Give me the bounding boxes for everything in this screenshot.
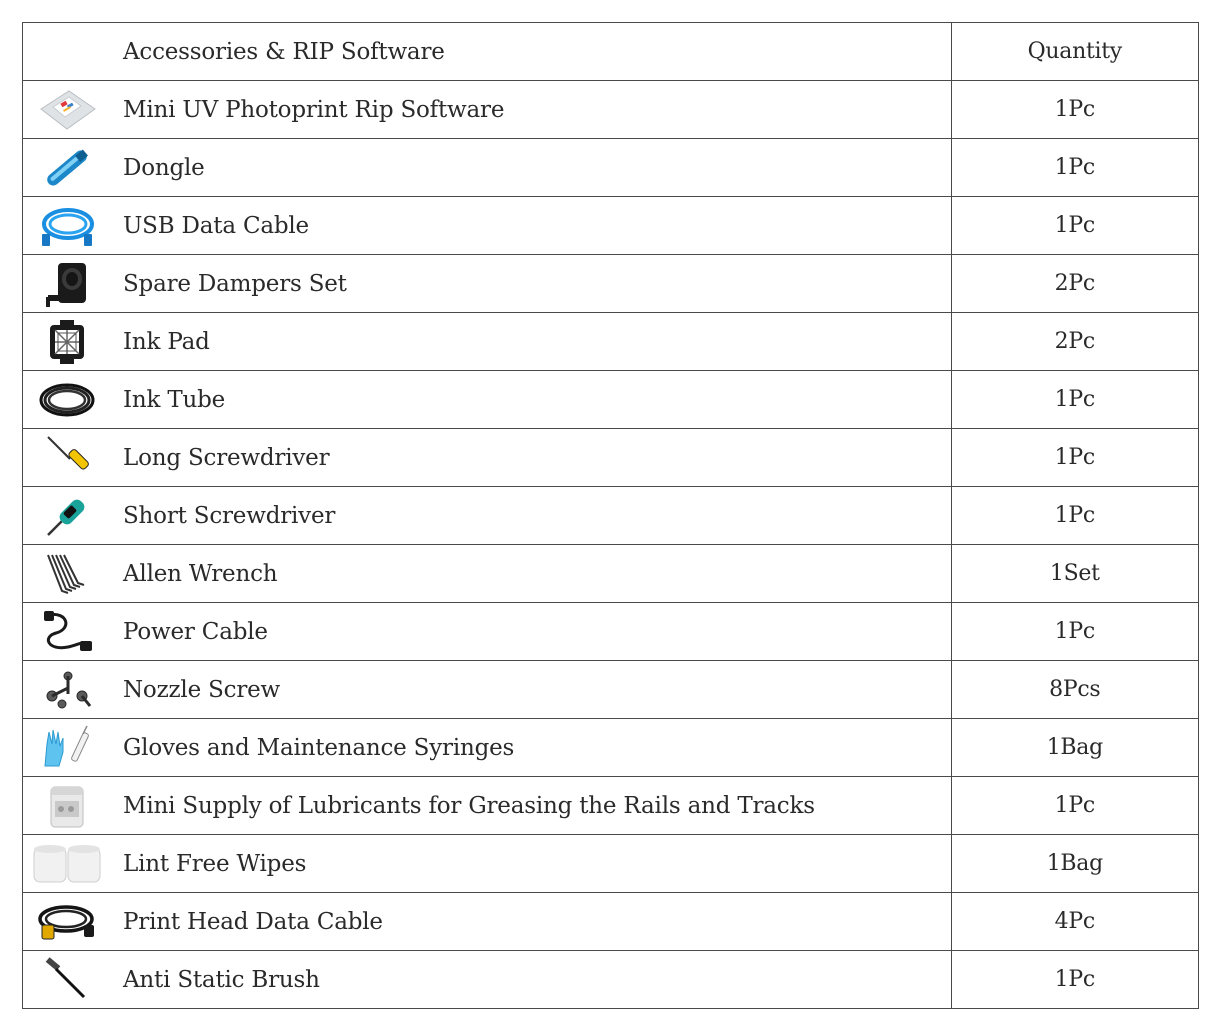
software-package-icon xyxy=(23,81,111,138)
table-row xyxy=(23,951,1199,1009)
item-cell xyxy=(23,487,952,545)
ink-pad-icon xyxy=(23,313,111,370)
item-qty: 8Pcs xyxy=(951,661,1198,719)
table-row xyxy=(23,197,1199,255)
usb-cable-icon xyxy=(23,197,111,254)
table-row xyxy=(23,777,1199,835)
item-cell xyxy=(23,255,952,313)
item-qty: 4Pc xyxy=(951,893,1198,951)
item-name: Lint Free Wipes xyxy=(123,850,307,877)
item-qty: 2Pc xyxy=(951,255,1198,313)
wipes-roll-icon xyxy=(23,835,111,892)
item-qty: 1Bag xyxy=(951,719,1198,777)
table-row xyxy=(23,429,1199,487)
item-qty: 1Pc xyxy=(951,197,1198,255)
item-cell xyxy=(23,835,952,893)
item-name: Ink Tube xyxy=(123,386,226,413)
header-item-label: Accessories & RIP Software xyxy=(123,38,445,65)
item-cell xyxy=(23,719,952,777)
table-row xyxy=(23,661,1199,719)
item-qty: 1Pc xyxy=(951,777,1198,835)
long-screwdriver-icon xyxy=(23,429,111,486)
header-item-cell xyxy=(23,23,952,81)
item-qty: 1Set xyxy=(951,545,1198,603)
item-qty: 1Pc xyxy=(951,81,1198,139)
item-name: Mini UV Photoprint Rip Software xyxy=(123,96,505,123)
item-name: Dongle xyxy=(123,154,205,181)
table-row xyxy=(23,139,1199,197)
table-row xyxy=(23,81,1199,139)
accessories-table xyxy=(22,22,1199,1009)
table-row xyxy=(23,371,1199,429)
item-cell xyxy=(23,139,952,197)
item-cell xyxy=(23,371,952,429)
item-name: Nozzle Screw xyxy=(123,676,281,703)
item-qty: 1Pc xyxy=(951,371,1198,429)
allen-wrench-icon xyxy=(23,545,111,602)
table-row xyxy=(23,313,1199,371)
item-cell xyxy=(23,951,952,1009)
lubricant-jar-icon xyxy=(23,777,111,834)
item-qty: 1Pc xyxy=(951,603,1198,661)
power-cable-icon xyxy=(23,603,111,660)
damper-icon xyxy=(23,255,111,312)
table-row xyxy=(23,603,1199,661)
item-qty: 2Pc xyxy=(951,313,1198,371)
item-cell xyxy=(23,893,952,951)
item-qty: 1Pc xyxy=(951,429,1198,487)
item-qty: 1Pc xyxy=(951,487,1198,545)
item-name: Long Screwdriver xyxy=(123,444,330,471)
table-row xyxy=(23,255,1199,313)
item-name: Gloves and Maintenance Syringes xyxy=(123,734,515,761)
data-cable-icon xyxy=(23,893,111,950)
table-row xyxy=(23,893,1199,951)
table-row xyxy=(23,719,1199,777)
item-cell xyxy=(23,429,952,487)
item-cell xyxy=(23,313,952,371)
table-header-row xyxy=(23,23,1199,81)
item-name: Mini Supply of Lubricants for Greasing the Rails and Tracks xyxy=(123,792,815,819)
item-cell xyxy=(23,661,952,719)
item-cell xyxy=(23,545,952,603)
item-cell xyxy=(23,603,952,661)
ink-tube-icon xyxy=(23,371,111,428)
table-row xyxy=(23,835,1199,893)
table-row xyxy=(23,545,1199,603)
short-screwdriver-icon xyxy=(23,487,111,544)
item-name: USB Data Cable xyxy=(123,212,309,239)
gloves-syringe-icon xyxy=(23,719,111,776)
table-row xyxy=(23,487,1199,545)
item-qty: 1Bag xyxy=(951,835,1198,893)
item-name: Short Screwdriver xyxy=(123,502,336,529)
item-name: Spare Dampers Set xyxy=(123,270,347,297)
header-qty-cell: Quantity xyxy=(951,23,1198,81)
item-name: Print Head Data Cable xyxy=(123,908,383,935)
item-cell xyxy=(23,777,952,835)
item-qty: 1Pc xyxy=(951,139,1198,197)
item-name: Power Cable xyxy=(123,618,268,645)
item-name: Allen Wrench xyxy=(123,560,278,587)
brush-icon xyxy=(23,951,111,1008)
item-name: Anti Static Brush xyxy=(123,966,320,993)
item-name: Ink Pad xyxy=(123,328,210,355)
item-cell xyxy=(23,197,952,255)
item-cell xyxy=(23,81,952,139)
dongle-icon xyxy=(23,139,111,196)
item-qty: 1Pc xyxy=(951,951,1198,1009)
screw-icon xyxy=(23,661,111,718)
